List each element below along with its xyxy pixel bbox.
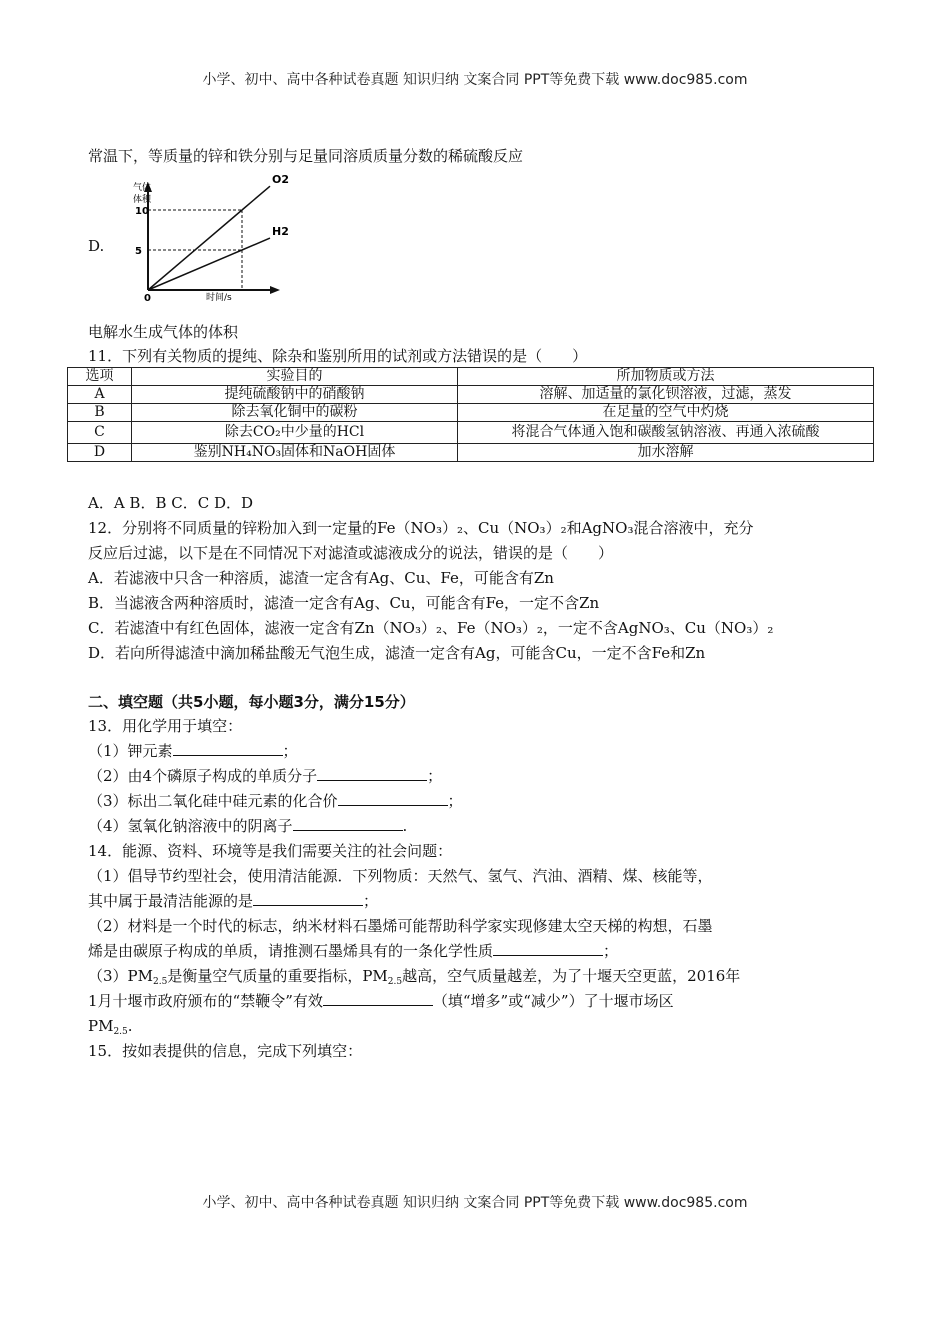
table-row — [68, 386, 874, 404]
table-header: 所加物质或方法 — [458, 368, 874, 386]
punctuation: ； — [363, 892, 379, 910]
subscript: 2.5 — [387, 977, 403, 987]
punctuation: ； — [603, 942, 619, 960]
q14-part1-text: 其中属于最清洁能源的是 — [88, 892, 254, 910]
x-axis-label: 时间/s — [206, 293, 232, 303]
answer-blank[interactable] — [317, 766, 427, 781]
q13-part3 — [88, 791, 463, 811]
q13-part4-text: （4）氢氧化钠溶液中的阴离子 — [88, 817, 293, 835]
answer-blank[interactable] — [493, 941, 603, 956]
table-cell: A — [68, 386, 132, 404]
q14-stem: 14．能源、资料、环境等是我们需要关注的社会问题： — [88, 842, 453, 860]
punctuation: . — [402, 817, 408, 835]
y-axis-label-line1: 气体 — [133, 183, 152, 193]
q11-choices: A．A B．B C．C D．D — [88, 494, 254, 512]
answer-blank[interactable] — [253, 891, 363, 906]
table-cell: 在足量的空气中灼烧 — [458, 404, 874, 422]
q13-part1-text: （1）钾元素 — [88, 742, 173, 760]
table-cell: 鉴别NH₄NO₃固体和NaOH固体 — [132, 444, 458, 462]
y-axis-label — [133, 181, 152, 205]
punctuation: ； — [447, 792, 463, 810]
table-row — [68, 404, 874, 422]
q14-part1-line1: （1）倡导节约型社会，使用清洁能源．下列物质：天然气、氢气、汽油、酒精、煤、核能等， — [88, 867, 713, 885]
origin-label: 0 — [144, 293, 151, 304]
q14-text: 1月十堰市政府颁布的“禁鞭令”有效 — [88, 992, 323, 1010]
q14-text: （3）PM — [88, 967, 153, 985]
table-row — [68, 422, 874, 444]
subscript: 2.5 — [153, 977, 168, 987]
subscript: 2.5 — [113, 1027, 128, 1037]
answer-blank[interactable] — [323, 991, 433, 1006]
series-ext-h2 — [242, 238, 270, 250]
q13-part1 — [88, 741, 298, 761]
y-tick-label: 5 — [135, 246, 142, 257]
q14-part3-line1 — [88, 966, 740, 992]
table-cell: 除去CO₂中少量的HCl — [132, 422, 458, 444]
q12-option-a: A．若滤液中只含一种溶质，滤渣一定含有Ag、Cu、Fe，可能含有Zn — [88, 569, 554, 587]
table-cell: 溶解、加适量的氯化钡溶液，过滤，蒸发 — [458, 386, 874, 404]
q11-table — [67, 367, 874, 462]
table-row — [68, 444, 874, 462]
x-axis-arrow — [270, 286, 280, 294]
q13-part2-text: （2）由4个磷原子构成的单质分子 — [88, 767, 318, 785]
q14-part3-line2 — [88, 991, 674, 1011]
q15-stem: 15．按如表提供的信息，完成下列填空： — [88, 1042, 363, 1060]
table-cell: B — [68, 404, 132, 422]
table-cell: 提纯硫酸钠中的硝酸钠 — [132, 386, 458, 404]
gas-volume-chart — [132, 173, 290, 304]
series-label-o2: O2 — [272, 173, 290, 187]
y-tick-label: 10 — [135, 206, 149, 217]
q14-part1-line2 — [88, 891, 378, 911]
q14-part3-line3 — [88, 1016, 133, 1042]
table-cell: D — [68, 444, 132, 462]
q13-part2 — [88, 766, 442, 786]
q13-part3-text: （3）标出二氧化硅中硅元素的化合价 — [88, 792, 338, 810]
q12-stem-line2: 反应后过滤，以下是在不同情况下对滤渣或滤液成分的说法，错误的是（ ） — [88, 544, 614, 562]
series-ext-o2 — [242, 186, 270, 210]
q13-stem: 13．用化学用于填空： — [88, 717, 243, 735]
q14-part2-line2 — [88, 941, 618, 961]
q14-part2-line1: （2）材料是一个时代的标志，纳米材料石墨烯可能帮助科学家实现修建太空天梯的构想，石墨 — [88, 917, 713, 935]
answer-blank[interactable] — [338, 791, 448, 806]
series-label-h2: H2 — [272, 225, 289, 239]
q12-option-d: D．若向所得滤渣中滴加稀盐酸无气泡生成，滤渣一定含有Ag，可能含Cu，一定不含Fe和Zn — [88, 644, 706, 662]
q14-text: 越高，空气质量越差，为了十堰天空更蓝，2016年 — [402, 967, 741, 985]
table-cell: 将混合气体通入饱和碳酸氢钠溶液、再通入浓硫酸 — [458, 422, 874, 444]
page-header: 小学、初中、高中各种试卷真题 知识归纳 文案合同 PPT等免费下载 www.doc985.com — [202, 72, 748, 88]
q14-text: （填“增多”或“减少”）了十堰市场区 — [432, 992, 674, 1010]
y-axis-label-line2: 体积 — [133, 195, 152, 205]
page-footer: 小学、初中、高中各种试卷真题 知识归纳 文案合同 PPT等免费下载 www.doc985.com — [202, 1195, 748, 1211]
q11-stem: 11．下列有关物质的提纯、除杂和鉴别所用的试剂或方法错误的是（ ） — [88, 347, 588, 365]
q13-part4 — [88, 816, 407, 836]
q12-option-b: B．当滤液含两种溶质时，滤渣一定含有Ag、Cu，可能含有Fe，一定不含Zn — [88, 594, 600, 612]
section-title: 二、填空题（共5小题，每小题3分，满分15分） — [88, 693, 415, 711]
q14-text: . — [127, 1017, 133, 1035]
series-line-h2 — [148, 250, 242, 290]
answer-blank[interactable] — [173, 741, 283, 756]
answer-blank[interactable] — [293, 816, 403, 831]
table-cell: 加水溶解 — [458, 444, 874, 462]
table-header-row — [68, 368, 874, 386]
table-header: 实验目的 — [132, 368, 458, 386]
q12-stem-line1: 12．分别将不同质量的锌粉加入到一定量的Fe（NO₃）₂、Cu（NO₃）₂和AgNO₃混合溶液中，充分 — [88, 519, 754, 537]
q10-intro: 常温下，等质量的锌和铁分别与足量同溶质质量分数的稀硫酸反应 — [88, 147, 524, 165]
q14-part2-text: 烯是由碳原子构成的单质，请推测石墨烯具有的一条化学性质 — [88, 942, 494, 960]
punctuation: ； — [282, 742, 298, 760]
punctuation: ； — [427, 767, 443, 785]
q14-text: PM — [88, 1017, 114, 1035]
table-cell: 除去氧化铜中的碳粉 — [132, 404, 458, 422]
q12-option-c: C．若滤渣中有红色固体，滤液一定含有Zn（NO₃）₂、Fe（NO₃）₂，一定不含AgNO₃、Cu（NO₃）₂ — [88, 619, 774, 637]
q10-caption: 电解水生成气体的体积 — [88, 323, 239, 341]
table-header: 选项 — [68, 368, 132, 386]
q10-option-d: D. — [88, 237, 105, 255]
table-cell: C — [68, 422, 132, 444]
q14-text: 是衡量空气质量的重要指标，PM — [167, 967, 388, 985]
